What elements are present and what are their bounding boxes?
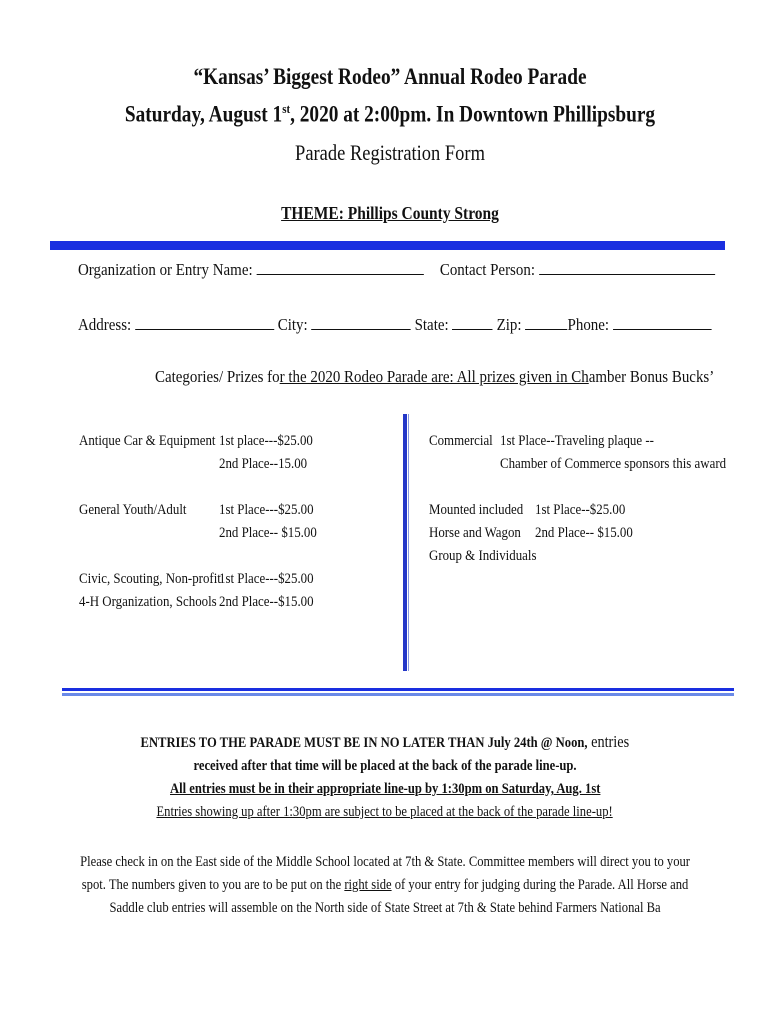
entries-lineup-time: All entries must be in their appropriate line-up by 1:30pm on Saturday, Aug. 1st (169, 781, 601, 797)
category-groups: Group & Individuals (429, 548, 537, 564)
category-name (79, 430, 216, 453)
category-prizes (219, 499, 317, 545)
contact-person-field[interactable] (539, 261, 715, 275)
category-prizes (219, 430, 313, 476)
category-youth-adult: General Youth/Adult (79, 502, 187, 518)
entries-late-note: received after that time will be placed at the back of the parade line-up. (193, 758, 577, 774)
prize-first: 1st Place---$25.00 (219, 502, 314, 518)
categories-intro (155, 367, 714, 387)
prize-sponsor: Chamber of Commerce sponsors this award (500, 456, 727, 472)
entries-deadline: ENTRIES TO THE PARADE MUST BE IN NO LATER THAN July 24th @ Noon, (140, 735, 588, 751)
phone-field[interactable] (613, 316, 712, 330)
category-name (79, 568, 221, 614)
zip-field[interactable] (525, 316, 567, 330)
entries-late-warning: Entries showing up after 1:30pm are subject to be placed at the back of the parade line-up! (156, 804, 614, 820)
checkin-line-2-post: of your entry for judging during the Parade. All Horse and (391, 877, 689, 893)
category-civic: Civic, Scouting, Non-profit (79, 571, 221, 587)
category-horse-wagon: Horse and Wagon (429, 525, 521, 541)
date-ordinal: st (282, 101, 291, 116)
prize-second: 2nd Place--15.00 (219, 456, 308, 472)
category-name (79, 499, 187, 522)
category-name (429, 499, 537, 568)
bottom-divider-bar-shadow (62, 693, 734, 696)
categories-pre: Categories/ Prizes fo (155, 367, 280, 386)
category-antique: Antique Car & Equipment (79, 433, 216, 449)
theme-heading: THEME: Phillips County Strong (281, 203, 499, 223)
category-prizes (500, 430, 726, 476)
entries-notice (0, 730, 770, 824)
event-date-location (62, 101, 717, 128)
city-field[interactable] (311, 316, 410, 330)
top-divider-bar (50, 241, 725, 250)
prize-first: 1st Place--$25.00 (535, 502, 626, 518)
entries-deadline-tail: entries (587, 732, 630, 751)
prize-first: 1st Place--Traveling plaque -- (500, 433, 654, 449)
phone-label: Phone: (567, 315, 610, 334)
date-post: , 2020 at 2:00pm. In Downtown Phillipsburg (290, 101, 656, 127)
address-field[interactable] (135, 316, 274, 330)
categories-post: amber Bonus Bucks’ (588, 367, 715, 386)
city-label: City: (277, 315, 308, 334)
bottom-divider-bar (62, 688, 734, 691)
prize-second: 2nd Place-- $15.00 (219, 525, 317, 541)
state-field[interactable] (452, 316, 492, 330)
column-divider (403, 414, 407, 671)
checkin-line-3: Saddle club entries will assemble on the North side of State Street at 7th & State behind Farmers National Ba (109, 900, 661, 916)
form-subtitle: Parade Registration Form (295, 140, 485, 165)
category-mounted: Mounted included (429, 502, 524, 518)
category-4h: 4-H Organization, Schools (79, 594, 217, 610)
address-row (78, 315, 711, 335)
prize-first: 1st Place---$25.00 (219, 571, 314, 587)
checkin-line-2-pre: spot. The numbers given to you are to be put on the (81, 877, 345, 893)
address-label: Address: (78, 315, 132, 334)
checkin-instructions (0, 851, 770, 920)
org-name-label: Organization or Entry Name: (78, 260, 253, 279)
checkin-right-side: right side (344, 877, 392, 893)
category-prizes (219, 568, 314, 614)
category-name (429, 430, 493, 453)
state-label: State: (414, 315, 449, 334)
checkin-line-2 (82, 874, 689, 897)
column-divider-shadow (408, 414, 409, 671)
event-title: “Kansas’ Biggest Rodeo” Annual Rodeo Parade (193, 64, 587, 89)
prize-second: 2nd Place-- $15.00 (535, 525, 633, 541)
category-commercial: Commercial (429, 433, 493, 449)
categories-underlined: r the 2020 Rodeo Parade are: All prizes given in Ch (279, 367, 589, 386)
checkin-line-1: Please check in on the East side of the Middle School located at 7th & State. Committee members will direct you to your (80, 854, 690, 870)
prize-first: 1st place---$25.00 (219, 433, 313, 449)
date-pre: Saturday, August 1 (124, 101, 283, 127)
org-contact-row (78, 260, 715, 280)
zip-label: Zip: (496, 315, 522, 334)
org-name-field[interactable] (256, 261, 423, 275)
contact-person-label: Contact Person: (439, 260, 536, 279)
category-prizes (535, 499, 633, 545)
prize-second: 2nd Place--$15.00 (219, 594, 314, 610)
